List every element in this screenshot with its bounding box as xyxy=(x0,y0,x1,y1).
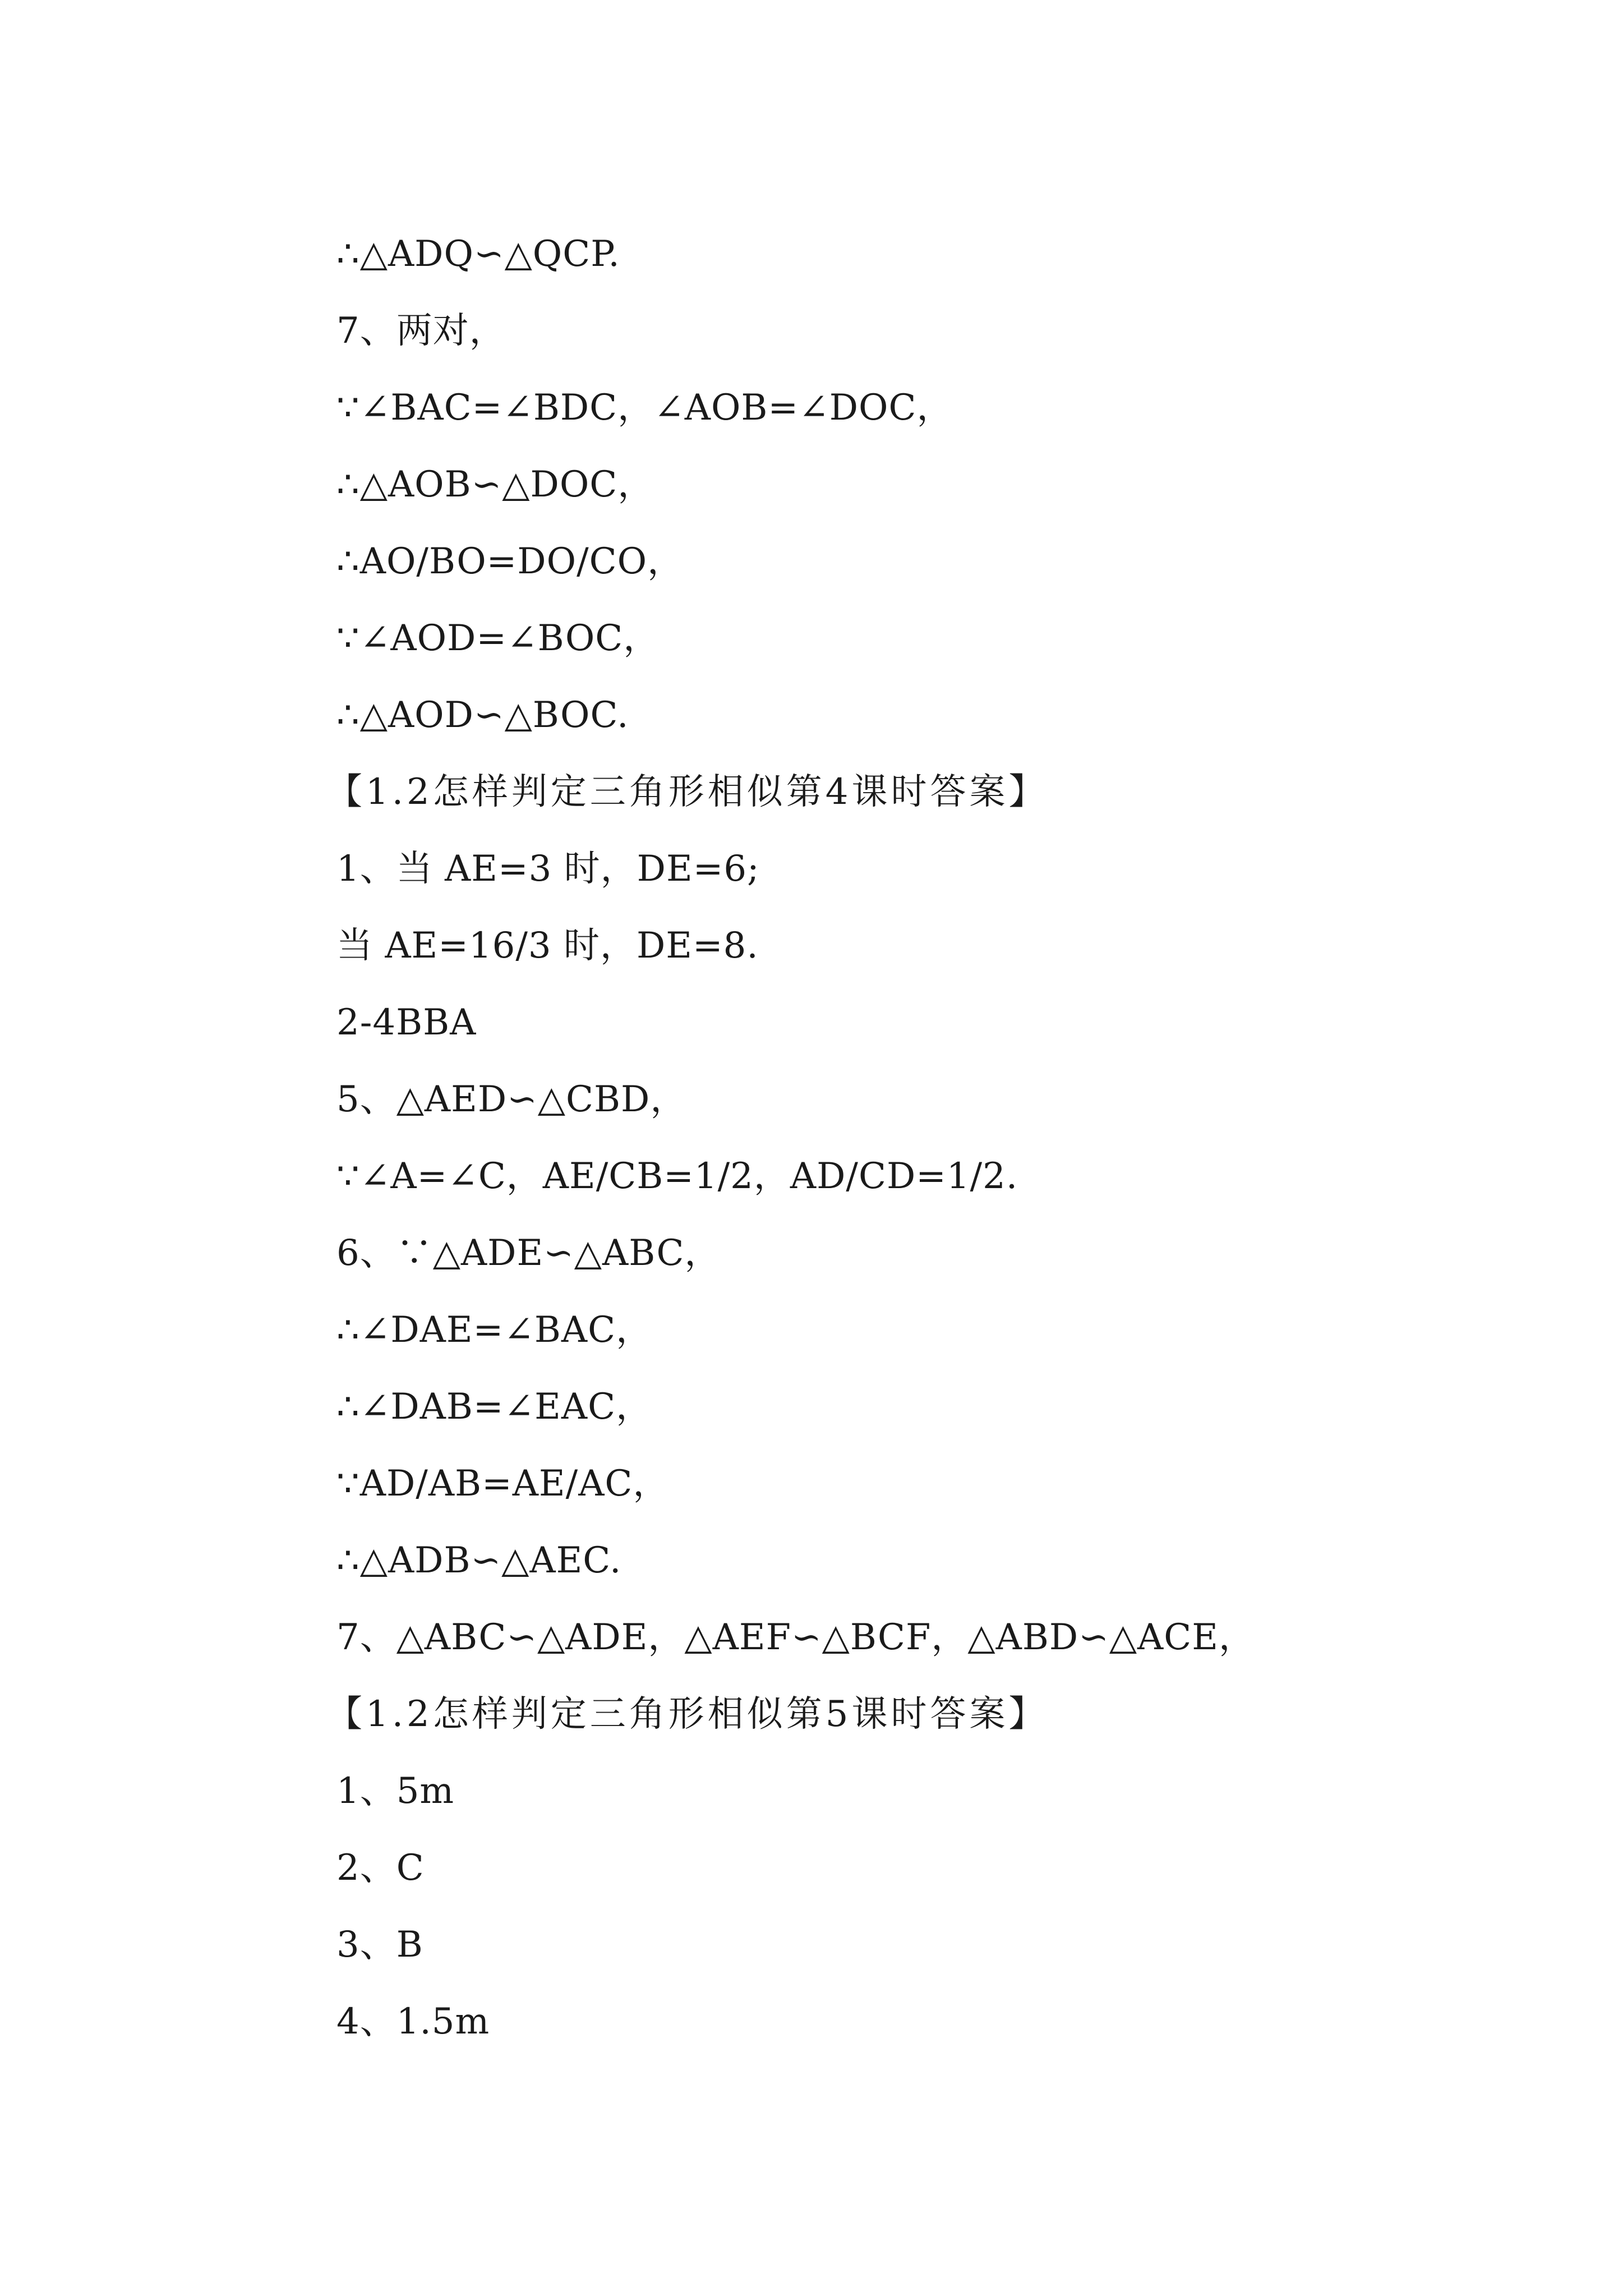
text-line: 5、△AED∽△CBD， xyxy=(336,1079,687,1120)
text-line: ∴△AOD∽△BOC. xyxy=(336,694,629,736)
text-line: 当 AE=16/3 时，DE=8. xyxy=(336,925,759,967)
text-line: ∴∠DAB=∠EAC， xyxy=(336,1386,653,1428)
text-line: 3、B xyxy=(336,1924,423,1966)
text-line: 1、5m xyxy=(336,1770,455,1812)
text-line: ∵∠A=∠C，AE/CB=1/2，AD/CD=1/2. xyxy=(336,1156,1018,1197)
text-line: 2、C xyxy=(336,1847,425,1889)
text-line: 7、两对， xyxy=(336,310,506,352)
text-line: 2-4BBA xyxy=(336,1002,477,1043)
text-line: ∵∠BAC=∠BDC，∠AOB=∠DOC， xyxy=(336,387,953,429)
text-line: 4、1.5m xyxy=(336,2001,490,2042)
text-line: 6、∵△ADE∽△ABC， xyxy=(336,1232,721,1274)
text-line: ∴△AOB∽△DOC， xyxy=(336,464,654,505)
text-line: ∴△ADQ∽△QCP. xyxy=(336,233,620,275)
text-line: 7、△ABC∽△ADE，△AEF∽△BCF，△ABD∽△ACE， xyxy=(336,1617,1255,1658)
text-line: ∵∠AOD=∠BOC， xyxy=(336,618,660,659)
text-line: 1、当 AE=3 时，DE=6; xyxy=(336,848,760,890)
text-line: ∴∠DAE=∠BAC， xyxy=(336,1309,653,1351)
text-line: ∴AO/BO=DO/CO， xyxy=(336,541,684,582)
text-line: ∴△ADB∽△AEC. xyxy=(336,1540,622,1581)
section-heading: 【1.2怎样判定三角形相似第5课时答案】 xyxy=(326,1694,1048,1735)
section-heading: 【1.2怎样判定三角形相似第4课时答案】 xyxy=(326,771,1048,813)
answer-text-block xyxy=(326,216,1514,2060)
text-line: ∵AD/AB=AE/AC， xyxy=(336,1463,670,1504)
